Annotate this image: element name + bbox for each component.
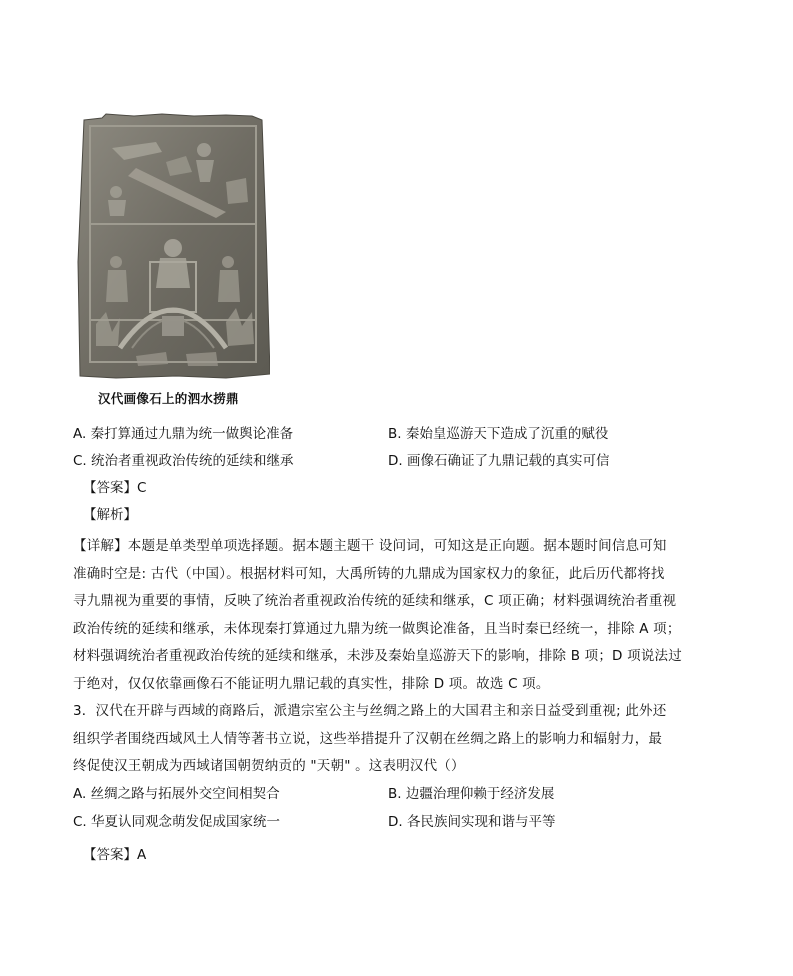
q3-option-b: B. 边疆治理仰赖于经济发展 — [388, 786, 555, 802]
detail-line: 于绝对，仅仅依靠画像石不能证明九鼎记载的真实性，排除 D 项。故选 C 项。 — [73, 675, 550, 692]
detail-line: 【详解】本题是单类型单项选择题。据本题主题干 设问词，可知这是正向题。据本题时间信息可知 — [73, 538, 667, 554]
stem-line: 3．汉代在开辟与西域的商路后，派遣宗室公主与丝绸之路上的大国君主和亲日益受到重视; 此外还 — [73, 703, 667, 719]
option-a: A. 秦打算通过九鼎为统一做舆论准备 — [73, 426, 294, 442]
q3-answer-label: 【答案】A — [83, 847, 147, 863]
stem-line: 组织学者围绕西域风土人情等著书立说，这些举措提升了汉朝在丝绸之路上的影响力和辐射力，最 — [73, 730, 663, 747]
stone-relief-image — [76, 112, 270, 380]
question-3-stem — [73, 698, 697, 781]
answer-label: 【答案】C — [83, 480, 147, 496]
analysis-label: 【解析】 — [83, 507, 137, 523]
option-c: C. 统治者重视政治传统的延续和继承 — [73, 453, 294, 469]
detail-line: 材料强调统治者重视政治传统的延续和继承，未涉及秦始皇巡游天下的影响，排除 B 项；D 项说法过 — [73, 648, 682, 664]
detail-line: 准确时空是: 古代（中国）。根据材料可知，大禹所铸的九鼎成为国家权力的象征，此后历代都将找 — [73, 565, 665, 582]
option-d: D. 画像石确证了九鼎记载的真实可信 — [388, 453, 610, 469]
q3-option-c: C. 华夏认同观念萌发促成国家统一 — [73, 814, 281, 830]
detail-line: 寻九鼎视为重要的事情，反映了统治者重视政治传统的延续和继承，C 项正确；材料强调统治者重视 — [73, 593, 677, 609]
figure-caption: 汉代画像石上的泗水捞鼎 — [98, 391, 239, 406]
stem-line: 终促使汉王朝成为西域诸国朝贺纳贡的 "天朝" 。这表明汉代（） — [73, 758, 465, 774]
q3-option-d: D. 各民族间实现和谐与平等 — [388, 814, 556, 830]
option-b: B. 秦始皇巡游天下造成了沉重的赋役 — [388, 426, 609, 442]
detail-paragraph — [73, 533, 697, 698]
q3-option-a: A. 丝绸之路与拓展外交空间相契合 — [73, 786, 280, 802]
detail-line: 政治传统的延续和继承，未体现秦打算通过九鼎为统一做舆论准备，且当时秦已经统一，排除 A 项； — [73, 620, 681, 637]
